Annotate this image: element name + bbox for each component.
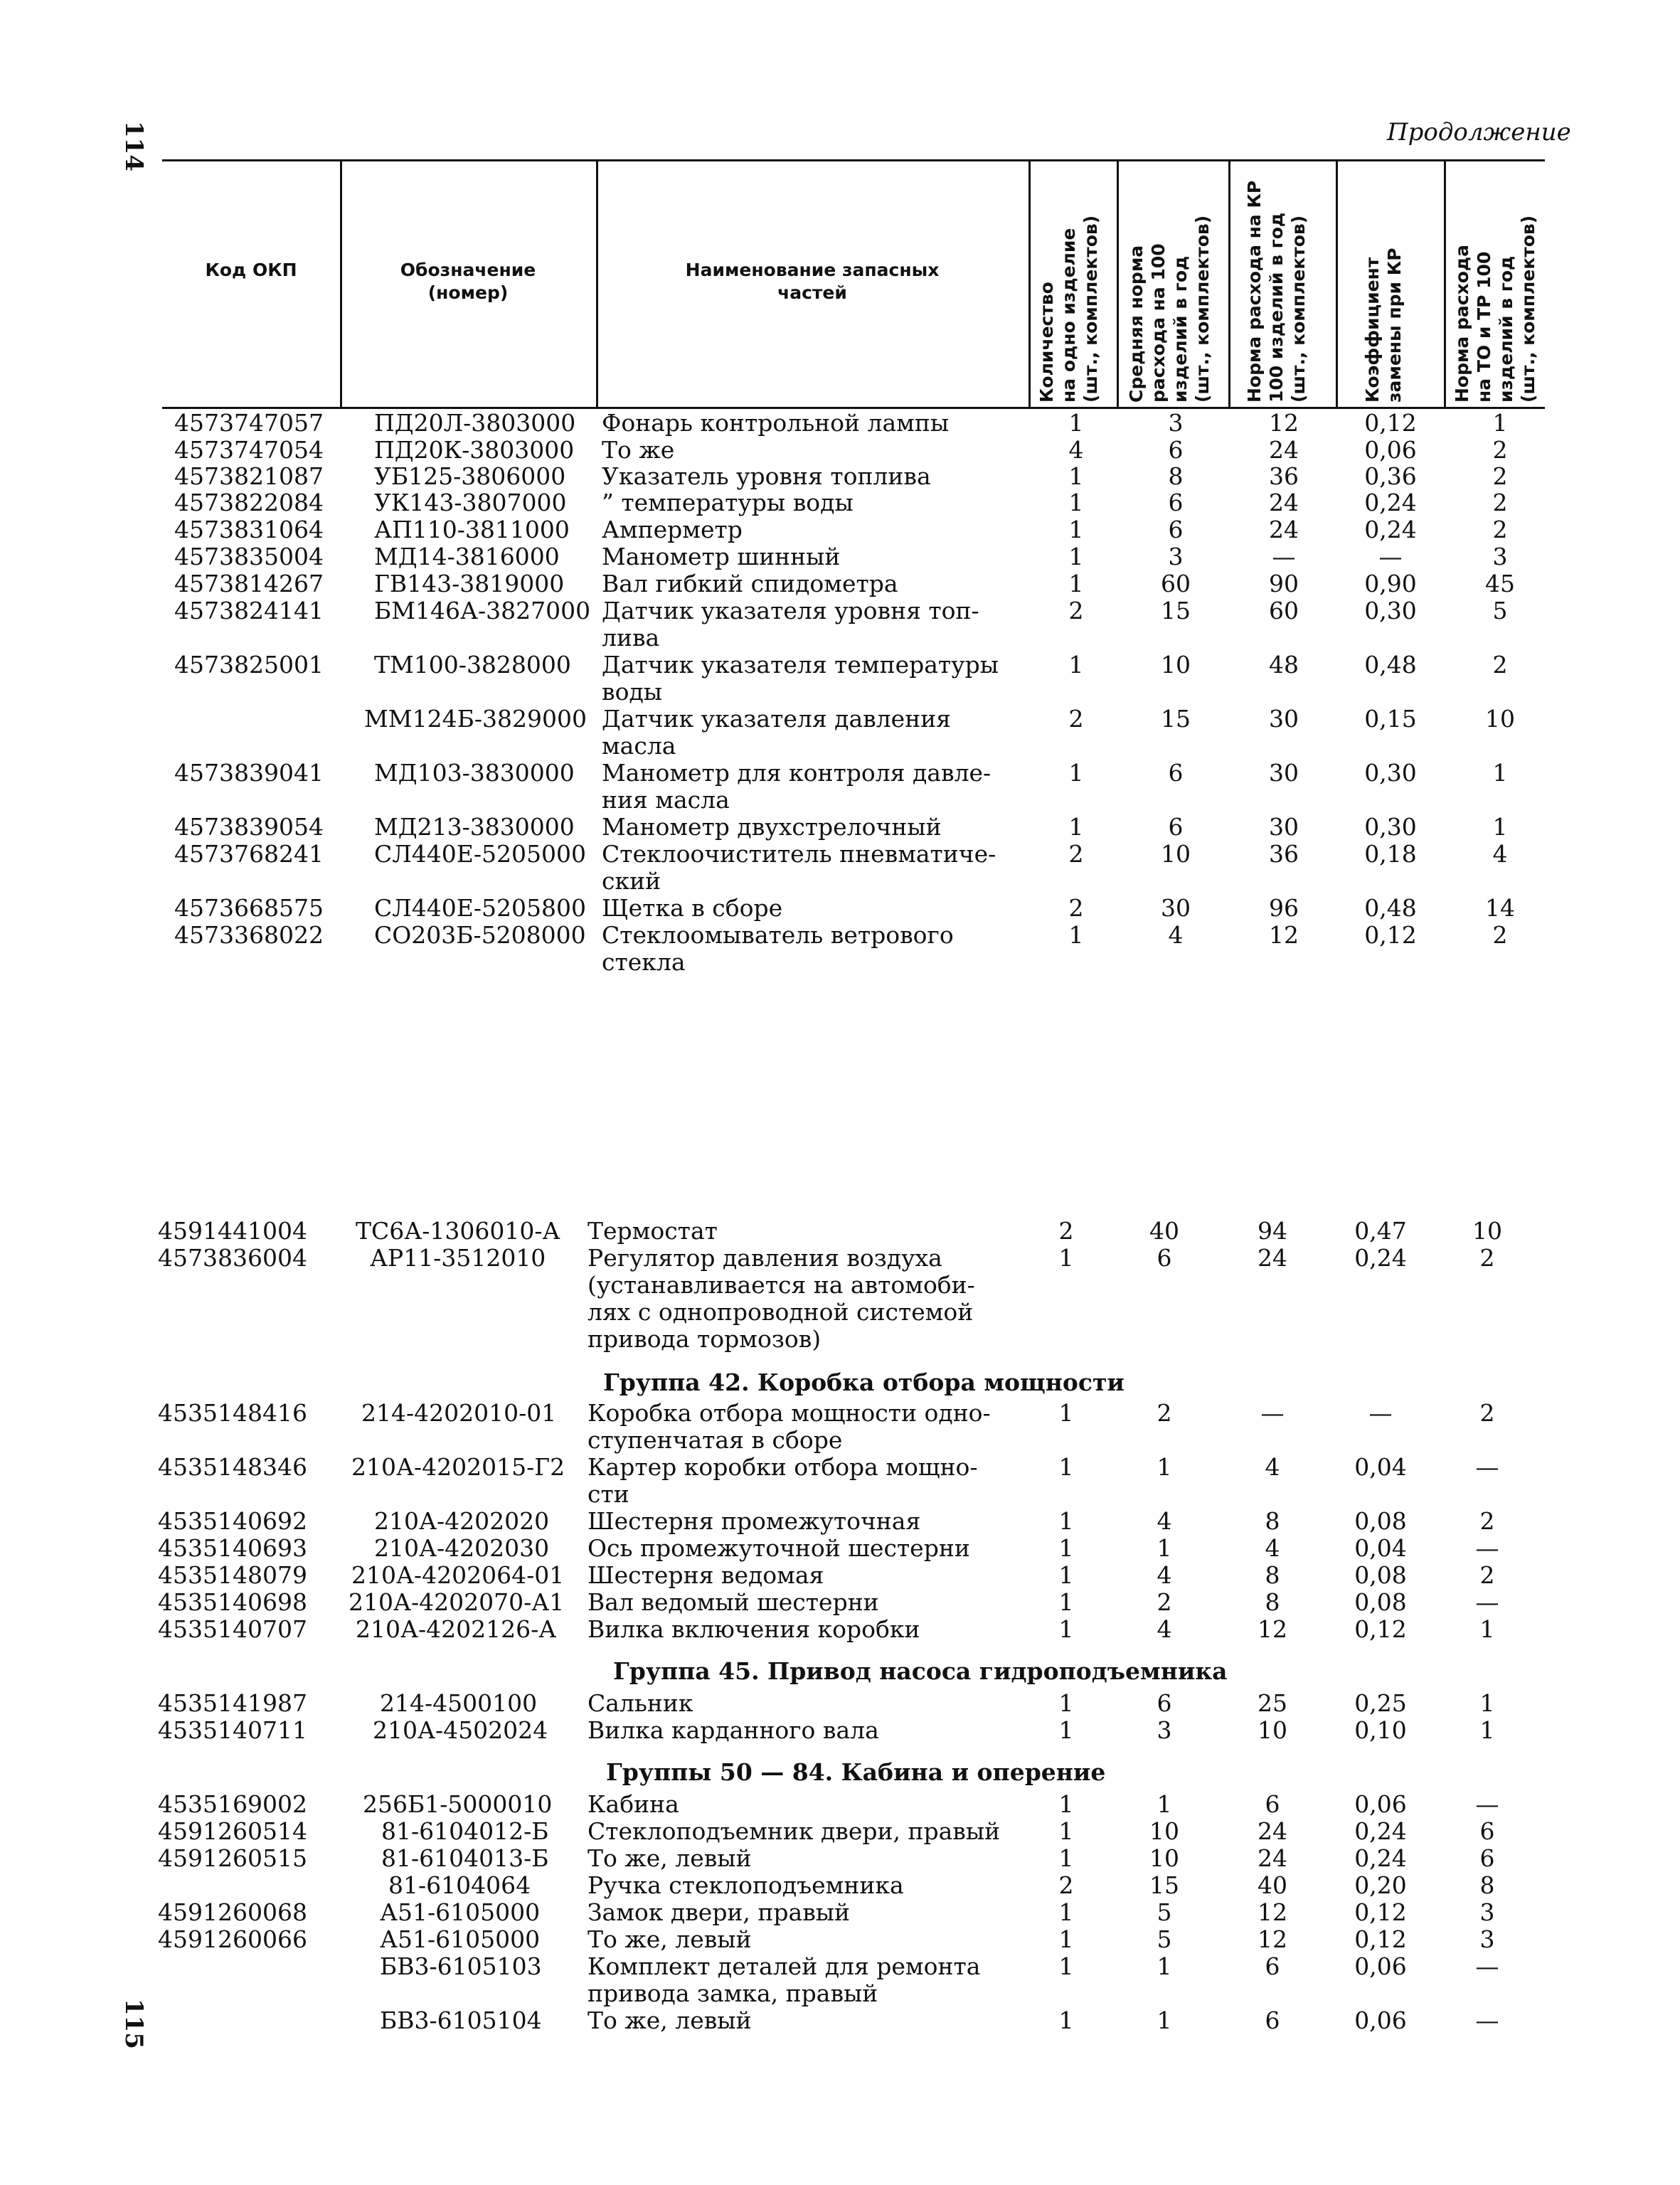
to-norm: 2 [1479,1561,1495,1589]
designation: 210А-4202126-А [356,1615,557,1643]
qty: 1 [1068,921,1084,949]
code: 4573768241 [174,840,324,868]
kr-norm: 48 [1269,651,1299,679]
qty: 1 [1058,1898,1074,1926]
to-norm: 14 [1485,894,1515,922]
designation: СЛ440Е-5205000 [374,840,586,868]
part-name: Коробка отбора мощности одно- ступенчатая в сборе [588,1399,991,1454]
part-name: Стеклоочиститель пневматиче- ский [602,840,996,895]
coef: 0,30 [1364,813,1417,841]
code: 4591260515 [158,1844,307,1872]
coef: 0,12 [1364,409,1417,437]
designation: АР11-3512010 [370,1244,546,1272]
avg-norm: 30 [1161,894,1191,922]
qty: 1 [1058,1588,1074,1616]
avg-norm: 15 [1161,597,1191,624]
coef: 0,90 [1364,570,1417,597]
avg-norm: 6 [1168,436,1184,464]
code: 4573824141 [174,597,324,624]
to-norm: 1 [1479,1716,1495,1744]
qty: 1 [1058,1507,1074,1535]
avg-norm: 2 [1157,1588,1172,1616]
code: 4573836004 [158,1244,307,1272]
to-norm: 2 [1492,516,1508,543]
kr-norm: 10 [1258,1716,1287,1744]
to-norm: 4 [1492,840,1508,868]
qty: 1 [1068,543,1084,570]
group-42-title: Группа 42. Коробка отбора мощности [603,1368,1125,1396]
coef: 0,36 [1364,462,1417,490]
kr-norm: 90 [1269,570,1299,597]
code: 4535169002 [158,1790,307,1818]
to-norm: 10 [1485,705,1515,733]
to-norm: 1 [1492,409,1508,437]
designation: ТМ100-3828000 [374,651,571,679]
designation: 210А-4202070-А1 [349,1588,565,1616]
to-norm: 8 [1479,1871,1495,1899]
part-name: Вал ведомый шестерни [588,1588,879,1616]
to-norm: — [1475,1588,1499,1616]
designation: МД213-3830000 [374,813,575,841]
coef: 0,24 [1354,1817,1407,1845]
coef: — [1378,543,1403,570]
to-norm: 3 [1479,1925,1495,1953]
to-norm: 2 [1492,489,1508,516]
code: 4573814267 [174,570,324,597]
designation: СО203Б-5208000 [374,921,586,949]
continuation-label: Продолжение [1387,118,1571,147]
code: 4591260066 [158,1925,307,1953]
avg-norm: 4 [1168,921,1184,949]
avg-norm: 15 [1149,1871,1179,1899]
avg-norm: 60 [1161,570,1191,597]
coef: 0,04 [1354,1534,1407,1562]
designation: МД14-3816000 [374,543,560,570]
avg-norm: 10 [1149,1817,1179,1845]
designation: БМ146А-3827000 [374,597,591,624]
avg-norm: 5 [1157,1898,1172,1926]
coef: 0,20 [1354,1871,1407,1899]
to-norm: 2 [1492,436,1508,464]
qty: 1 [1068,409,1084,437]
avg-norm: 10 [1149,1844,1179,1872]
left-page-number: 114 [119,121,148,171]
to-norm: 2 [1492,921,1508,949]
designation: 81-6104013-Б [381,1844,549,1872]
kr-norm: 8 [1265,1561,1280,1589]
code: 4573822084 [174,489,324,516]
to-norm: 5 [1492,597,1508,624]
to-norm: 2 [1492,651,1508,679]
kr-norm: 30 [1269,759,1299,787]
kr-norm: 60 [1269,597,1299,624]
code: 4573839054 [174,813,324,841]
part-name: Замок двери, правый [588,1898,851,1926]
designation: 210А-4202015-Г2 [351,1453,565,1481]
header-coef: Коэффициент замены при КР [1362,248,1405,403]
qty: 1 [1068,516,1084,543]
to-norm: — [1475,1534,1499,1562]
avg-norm: 4 [1157,1615,1172,1643]
to-norm: 10 [1472,1217,1502,1245]
coef: 0,48 [1364,894,1417,922]
part-name: Стеклоомыватель ветрового стекла [602,921,954,976]
to-norm: — [1475,1790,1499,1818]
to-norm: 2 [1492,462,1508,490]
code: 4591260514 [158,1817,307,1845]
designation: МД103-3830000 [374,759,575,787]
kr-norm: 12 [1269,409,1299,437]
qty: 2 [1058,1217,1074,1245]
avg-norm: 4 [1157,1561,1172,1589]
coef: 0,08 [1354,1588,1407,1616]
designation: 214-4500100 [380,1689,538,1717]
code: 4573368022 [174,921,324,949]
coef: 0,12 [1354,1615,1407,1643]
coef: 0,24 [1364,489,1417,516]
qty: 1 [1058,1790,1074,1818]
designation: 81-6104012-Б [381,1817,549,1845]
qty: 2 [1068,894,1084,922]
to-norm: 1 [1492,813,1508,841]
kr-norm: 12 [1258,1925,1287,1953]
qty: 1 [1058,1716,1074,1744]
part-name: Датчик указателя давления масла [602,705,952,760]
coef: 0,06 [1364,436,1417,464]
designation: ТС6А-1306010-А [356,1217,560,1245]
designation: БВ3-6105103 [380,1952,542,1980]
kr-norm: 24 [1269,489,1299,516]
coef: 0,18 [1364,840,1417,868]
qty: 1 [1058,1952,1074,1980]
coef: 0,30 [1364,759,1417,787]
avg-norm: 15 [1161,705,1191,733]
code: 4573747057 [174,409,324,437]
header-code: Код ОКП [205,260,297,280]
code: 4535140693 [158,1534,307,1562]
qty: 1 [1068,759,1084,787]
designation: 214-4202010-01 [361,1399,557,1427]
avg-norm: 1 [1157,2006,1172,2034]
group-50-title: Группы 50 — 84. Кабина и оперение [606,1758,1106,1786]
kr-norm: 12 [1258,1898,1287,1926]
designation: ГВ143-3819000 [374,570,565,597]
code: 4573835004 [174,543,324,570]
part-name: Шестерня промежуточная [588,1507,921,1535]
part-name: Кабина [588,1790,679,1818]
to-norm: 2 [1479,1244,1495,1272]
coef: 0,25 [1354,1689,1407,1717]
designation: ПД20Л-3803000 [374,409,576,437]
kr-norm: 6 [1265,1790,1280,1818]
to-norm: — [1475,2006,1499,2034]
to-norm: 2 [1479,1399,1495,1427]
kr-norm: 36 [1269,840,1299,868]
coef: 0,04 [1354,1453,1407,1481]
designation: А51-6105000 [380,1925,541,1953]
avg-norm: 1 [1157,1534,1172,1562]
coef: — [1368,1399,1393,1427]
coef: 0,12 [1354,1925,1407,1953]
designation: СЛ440Е-5205800 [374,894,586,922]
avg-norm: 3 [1168,543,1184,570]
part-name: Ось промежуточной шестерни [588,1534,970,1562]
coef: 0,10 [1354,1716,1407,1744]
coef: 0,24 [1354,1244,1407,1272]
header-designation: Обозначение (номер) [400,260,536,303]
code: 4573821087 [174,462,324,490]
designation: ММ124Б-3829000 [364,705,587,733]
designation: 81-6104064 [388,1871,531,1899]
qty: 2 [1068,840,1084,868]
code: 4591441004 [158,1217,307,1245]
code: 4573839041 [174,759,324,787]
part-name: ” температуры воды [602,489,854,516]
part-name: То же [602,436,675,464]
code: 4535140707 [158,1615,307,1643]
coef: 0,06 [1354,1790,1407,1818]
kr-norm: 96 [1269,894,1299,922]
kr-norm: — [1272,543,1296,570]
part-name: Щетка в сборе [602,894,783,922]
part-name: Манометр для контроля давле- ния масла [602,759,991,814]
kr-norm: 12 [1269,921,1299,949]
kr-norm: 36 [1269,462,1299,490]
kr-norm: 6 [1265,2006,1280,2034]
kr-norm: 24 [1258,1844,1287,1872]
part-name: Ручка стеклоподъемника [588,1871,904,1899]
code: 4573668575 [174,894,324,922]
code: 4573747054 [174,436,324,464]
part-name: То же, левый [588,2006,752,2034]
part-name: Стеклоподъемник двери, правый [588,1817,1001,1845]
avg-norm: 40 [1149,1217,1179,1245]
avg-norm: 2 [1157,1399,1172,1427]
kr-norm: 24 [1269,436,1299,464]
coef: 0,06 [1354,2006,1407,2034]
kr-norm: 94 [1258,1217,1287,1245]
avg-norm: 1 [1157,1790,1172,1818]
header-kr-norm: Норма расхода на КР 100 изделий в год (шт., комплектов) [1244,180,1309,403]
avg-norm: 4 [1157,1507,1172,1535]
qty: 1 [1068,462,1084,490]
part-name: То же, левый [588,1925,752,1953]
kr-norm: 30 [1269,813,1299,841]
qty: 1 [1058,1844,1074,1872]
part-name: Фонарь контрольной лампы [602,409,950,437]
kr-norm: 25 [1258,1689,1287,1717]
kr-norm: — [1260,1399,1285,1427]
designation: 210А-4502024 [373,1716,548,1744]
kr-norm: 4 [1265,1534,1280,1562]
code: 4573831064 [174,516,324,543]
qty: 1 [1058,1615,1074,1643]
part-name: Картер коробки отбора мощно- сти [588,1453,978,1508]
to-norm: 6 [1479,1844,1495,1872]
kr-norm: 40 [1258,1871,1287,1899]
qty: 1 [1058,1244,1074,1272]
part-name: Вилка включения коробки [588,1615,920,1643]
kr-norm: 8 [1265,1588,1280,1616]
header-qty: Количество на одно изделие (шт., комплектов) [1036,215,1101,403]
designation: УБ125-3806000 [374,462,566,490]
kr-norm: 12 [1258,1615,1287,1643]
part-name: Манометр шинный [602,543,841,570]
kr-norm: 8 [1265,1507,1280,1535]
kr-norm: 30 [1269,705,1299,733]
part-name: То же, левый [588,1844,752,1872]
designation: 256Б1-5000010 [363,1790,553,1818]
to-norm: — [1475,1952,1499,1980]
avg-norm: 5 [1157,1925,1172,1953]
to-norm: 45 [1485,570,1515,597]
designation: АП110-3811000 [374,516,570,543]
qty: 1 [1058,1399,1074,1427]
coef: 0,30 [1364,597,1417,624]
part-name: Регулятор давления воздуха (устанавливается на автомоби- лях с однопроводной системой привода тормозов) [588,1244,975,1353]
coef: 0,12 [1364,921,1417,949]
to-norm: 3 [1492,543,1508,570]
qty: 1 [1058,2006,1074,2034]
designation: 210А-4202064-01 [351,1561,565,1589]
part-name: Датчик указателя уровня топ- лива [602,597,979,652]
code: 4535140698 [158,1588,307,1616]
coef: 0,24 [1364,516,1417,543]
qty: 1 [1058,1453,1074,1481]
qty: 1 [1058,1561,1074,1589]
code: 4535148346 [158,1453,307,1481]
designation: ПД20К-3803000 [374,436,575,464]
avg-norm: 8 [1168,462,1184,490]
part-name: Вилка карданного вала [588,1716,879,1744]
to-norm: 1 [1492,759,1508,787]
to-norm: 1 [1479,1615,1495,1643]
qty: 1 [1068,489,1084,516]
qty: 1 [1068,651,1084,679]
right-page-number: 115 [119,1999,148,2049]
avg-norm: 6 [1168,516,1184,543]
code: 4591260068 [158,1898,307,1926]
coef: 0,12 [1354,1898,1407,1926]
part-name: Датчик указателя температуры воды [602,651,999,706]
to-norm: 6 [1479,1817,1495,1845]
avg-norm: 6 [1157,1689,1172,1717]
kr-norm: 24 [1269,516,1299,543]
kr-norm: 6 [1265,1952,1280,1980]
to-norm: 2 [1479,1507,1495,1535]
header-avg-norm: Средняя норма расхода на 100 изделий в год (шт., комплектов) [1126,215,1213,403]
avg-norm: 10 [1161,651,1191,679]
avg-norm: 1 [1157,1453,1172,1481]
qty: 1 [1058,1534,1074,1562]
to-norm: 3 [1479,1898,1495,1926]
qty: 1 [1058,1689,1074,1717]
kr-norm: 24 [1258,1244,1287,1272]
part-name: Манометр двухстрелочный [602,813,942,841]
avg-norm: 6 [1157,1244,1172,1272]
coef: 0,15 [1364,705,1417,733]
code: 4535140692 [158,1507,307,1535]
qty: 1 [1058,1817,1074,1845]
designation: А51-6105000 [380,1898,541,1926]
part-name: Амперметр [602,516,743,543]
avg-norm: 3 [1168,409,1184,437]
part-name: Вал гибкий спидометра [602,570,898,597]
qty: 2 [1068,705,1084,733]
part-name: Указатель уровня топлива [602,462,931,490]
qty: 4 [1068,436,1084,464]
code: 4535141987 [158,1689,307,1717]
header-name: Наименование запасных частей [685,260,940,303]
coef: 0,47 [1354,1217,1407,1245]
coef: 0,24 [1354,1844,1407,1872]
to-norm: — [1475,1453,1499,1481]
coef: 0,08 [1354,1507,1407,1535]
part-name: Сальник [588,1689,693,1717]
qty: 1 [1058,1925,1074,1953]
code: 4573825001 [174,651,324,679]
qty: 2 [1058,1871,1074,1899]
avg-norm: 6 [1168,759,1184,787]
avg-norm: 6 [1168,813,1184,841]
to-norm: 1 [1479,1689,1495,1717]
designation: 210А-4202030 [374,1534,550,1562]
part-name: Термостат [588,1217,718,1245]
code: 4535148416 [158,1399,307,1427]
designation: 210А-4202020 [374,1507,550,1535]
avg-norm: 6 [1168,489,1184,516]
designation: БВ3-6105104 [380,2006,542,2034]
designation: УК143-3807000 [374,489,567,516]
code: 4535148079 [158,1561,307,1589]
coef: 0,08 [1354,1561,1407,1589]
kr-norm: 24 [1258,1817,1287,1845]
coef: 0,48 [1364,651,1417,679]
qty: 1 [1068,813,1084,841]
part-name: Комплект деталей для ремонта привода замка, правый [588,1952,981,2007]
header-to-norm: Норма расхода на ТО и ТР 100 изделий в год (шт., комплектов) [1452,215,1538,403]
qty: 2 [1068,597,1084,624]
qty: 1 [1068,570,1084,597]
avg-norm: 10 [1161,840,1191,868]
coef: 0,06 [1354,1952,1407,1980]
code: 4535140711 [158,1716,307,1744]
part-name: Шестерня ведомая [588,1561,824,1589]
avg-norm: 3 [1157,1716,1172,1744]
kr-norm: 4 [1265,1453,1280,1481]
group-45-title: Группа 45. Привод насоса гидроподъемника [613,1657,1228,1685]
avg-norm: 1 [1157,1952,1172,1980]
